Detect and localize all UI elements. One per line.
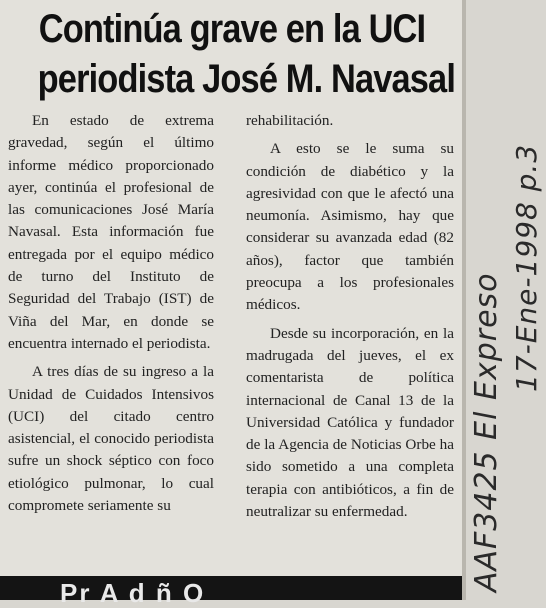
annotation-date: 17-Ene-1998 p.3 [510, 143, 543, 392]
next-article-headline-fragment: Pr A d ñ O [60, 578, 206, 608]
headline [37, 4, 456, 104]
annotation-reference: AAF3425 El Expreso [469, 272, 504, 592]
paragraph-continuation: rehabilitación. [246, 112, 334, 129]
article-column-left [8, 110, 214, 517]
next-article-headline-band [0, 576, 462, 608]
paragraph: A tres días de su ingreso a la Unidad de Cuidados Intensivos (UCI) del citado centro asistencial, el conocido periodista sufre un shock séptico con foco etiológico pulmonar, lo cual compromete seriamente su [8, 363, 214, 515]
article-column-right [246, 110, 454, 523]
headline-line-1: Continúa grave en la UCI [38, 7, 426, 51]
headline-line-2: periodista José M. Navasal [37, 57, 456, 101]
paragraph: A esto se le suma su condición de diabético y la agresividad con que le afectó una neumonía. Asimismo, hay que considerar su avanzada edad (82 años), factor que también preocupa a los profesionales médicos. [246, 140, 454, 314]
paragraph: Desde su incorporación, en la madrugada del jueves, el ex comentarista de política internacional de Canal 13 de la Universidad Católica y fundador de la Agencia de Noticias Orbe ha sido sometido a una completa terapia con antibióticos, a fin de neutralizar su enfermedad. [246, 324, 454, 521]
handwritten-archive-annotation [469, 32, 543, 592]
clipping-edge [462, 0, 466, 600]
paragraph: En estado de extrema gravedad, según el último informe médico proporcionado ayer, continúa el profesional de las comunicaciones José María Navasal. Esta información fue entregada por el equipo médico de turno del Instituto de Seguridad del Trabajo (IST) de Viña del Mar, en donde se encuentra internado el periodista. [8, 112, 214, 352]
